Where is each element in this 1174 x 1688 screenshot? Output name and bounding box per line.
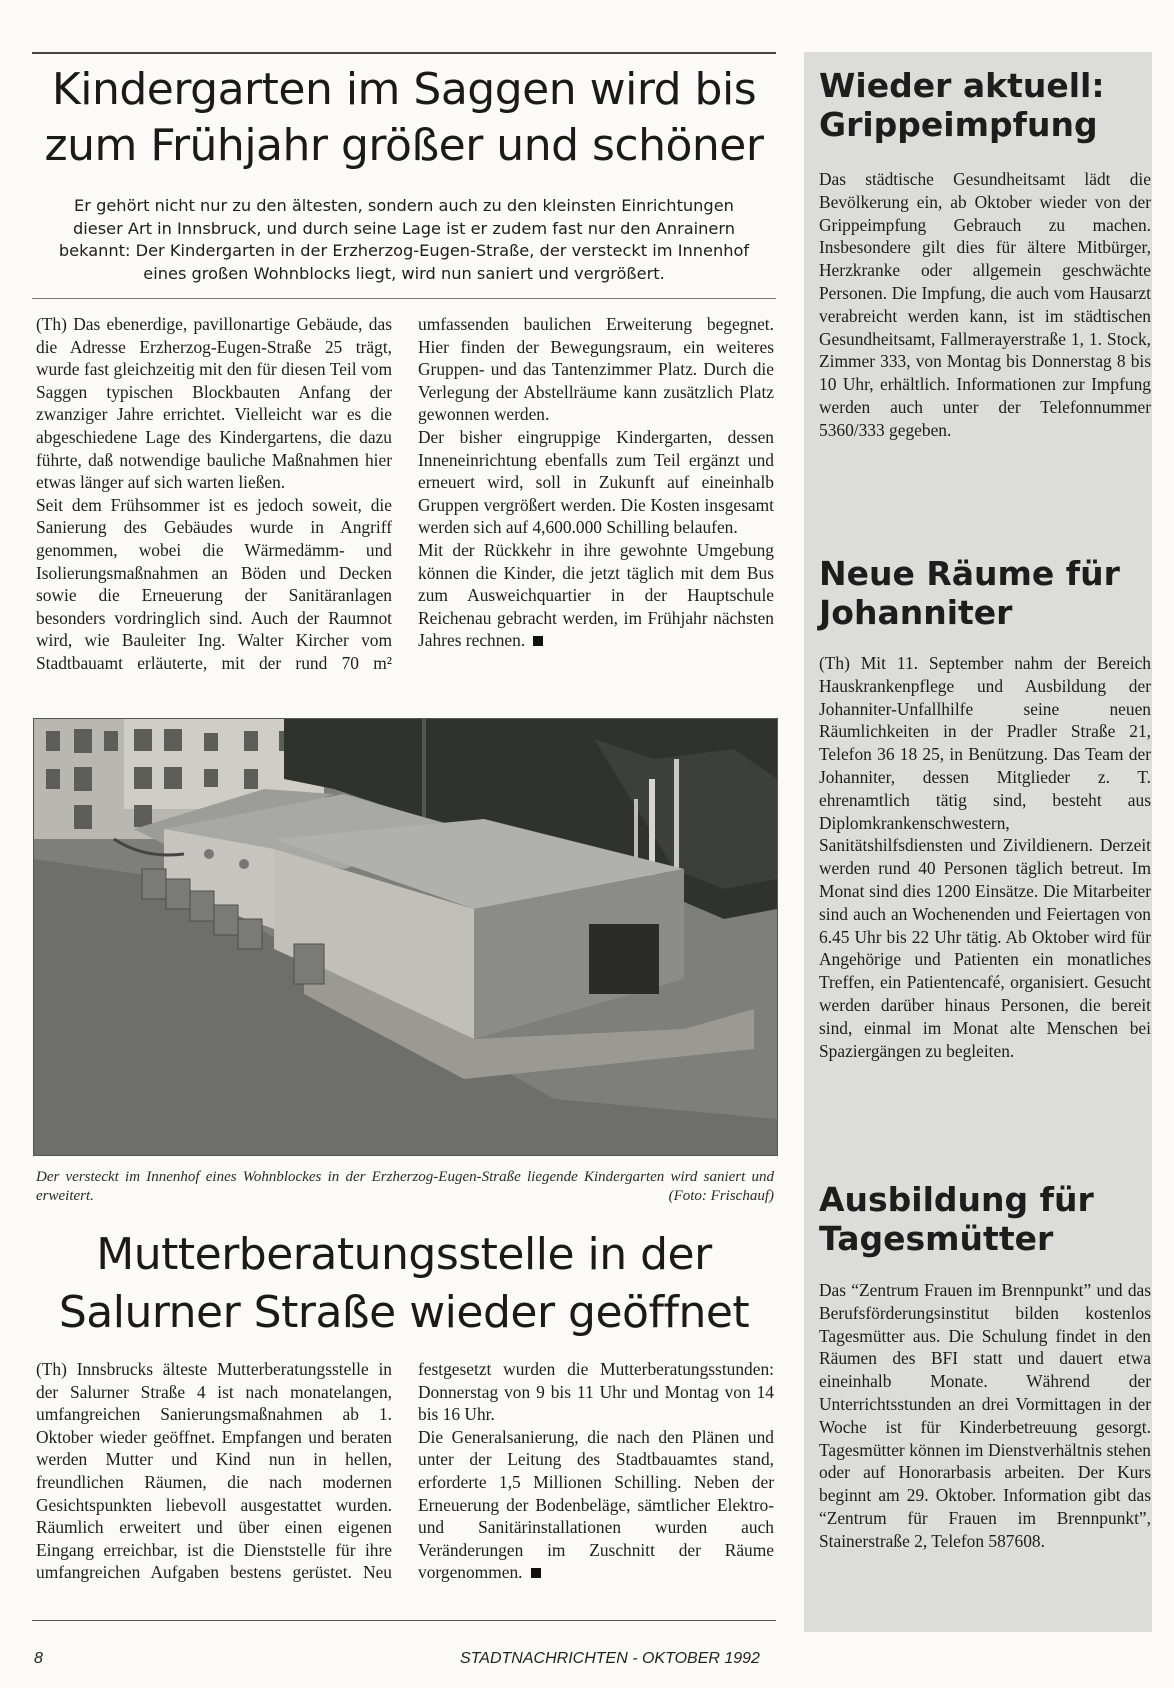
sidebar-text-johanniter: (Th) Mit 11. September nahm der Bereich Hauskrankenpflege und Ausbildung der Johanniter-Unfallhilfe seine neuen Räumlichkeiten in der Pradler Straße 21, Telefon 36 18 25, in Benützung. Das Team der Johanniter, dessen Mitglieder z. T. ehrenamtlich tätig sind, besteht aus Diplomkrankenschwestern, Sanitätshilfsdiensten und Zivildienern. Derzeit werden rund 40 Personen täglich betreut. Im Monat sind dies 1200 Einsätze. Die Mitarbeiter sind auch an Wochenenden und Feiertagen von 6.45 Uhr bis 22 Uhr tätig. Ab Oktober wird für Angehörige und Patienten ein monatliches Treffen, ein Patientencafé, organisiert. Gesucht werden darüber hinaus Personen, die bereit sind, einmal im Monat alte Menschen bei Spaziergängen zu begleiten. [819,653,1151,1061]
title-line: Kindergarten im Saggen wird bis [51,64,757,115]
bottom-rule [32,1620,776,1621]
article-kindergarten-body [36,313,774,718]
paragraph: (Th) Das ebenerdige, pavillonartige Gebäude, das die Adresse Erzherzog-Eugen-Straße 25 trägt, wurde fast gleichzeitig mit den für diesen Teil vom Saggen typischen Blockbauten Anfang der zwanziger Jahre errichtet. Vielleicht war es die abgeschiedene Lage des Kindergartens, die dazu führte, daß notwendige bauliche Maßnahmen hier etwas länger auf sich warten ließen. [36,314,392,493]
photo-credit: (Foto: Frischauf) [668,1188,774,1204]
kindergarten-photo-drawing [34,719,777,1155]
article-kindergarten-lead: Er gehört nicht nur zu den ältesten, sondern auch zu den kleinsten Einrichtungen dieser Art in Innsbruck, und durch seine Lage ist er zudem fast nur den Anrainern bekannt: Der Kindergarten in der Erzherzog-Eugen-Straße, der versteckt im Innenhof eines großen Wohnblocks liegt, wird nun saniert und vergrößert. [58,196,750,283]
title-line: Neue Räume für [819,554,1120,593]
top-rule [32,52,776,54]
title-line: Salurner Straße wieder geöffnet [58,1287,750,1338]
article-kindergarten-title [28,62,780,174]
title-line: Ausbildung für [819,1180,1094,1219]
sidebar-text-grippeimpfung: Das städtische Gesundheitsamt lädt die Bevölkerung ein, ab Oktober wieder von der Grippeimpfung Gebrauch zu machen. Insbesondere gilt dies für ältere Mitbürger, Herzkranke oder allgemein geschwächte Personen. Die Impfung, die auch vom Hausarzt verabreicht werden kann, ist im städtischen Gesundheitsamt, Fallmerayerstraße 1, 1. Stock, Zimmer 333, von Montag bis Donnerstag 8 bis 10 Uhr, erhältlich. Informationen zur Impfung werden auch unter der Telefonnummer 5360/333 gegeben. [819,169,1151,440]
title-line: Wieder aktuell: [819,66,1105,105]
sidebar-title-grippeimpfung [819,66,1149,144]
end-mark-icon [533,636,543,646]
paragraph-last [418,539,774,652]
paragraph: (Th) Innsbrucks älteste Mutterberatungsstelle in der Salurner Straße 4 ist nach monatelangen, umfangreichen Sanierungsmaßnahmen ab 1. Oktober wieder geöffnet. Empfangen und beraten werden Mutter und Kind nun in hellen, freundlichen Räumen, die nach modernen Gesichtspunkten liebevoll ausgestattet wurden. Räumlich erweitert und über einen eigenen Eingang erreichbar, ist die Dienststelle für ihre umfangreichen Aufgaben bestens gerüstet. Neu festgesetzt wurden die Mutterberatungsstunden: Donnerstag von 9 bis 11 Uhr und Montag von 14 bis 16 Uhr. [36,1359,774,1583]
article-mutterberatung-title [28,1226,780,1342]
end-mark-icon [531,1568,541,1578]
title-line: Johanniter [819,593,1013,632]
sidebar-title-tagesmuetter [819,1180,1149,1258]
caption-text: Der versteckt im Innenhof eines Wohnblockes in der Erzherzog-Eugen-Straße liegende Kindergarten wird saniert und erweitert. [36,1169,774,1204]
sidebar-text-tagesmuetter: Das “Zentrum Frauen im Brennpunkt” und das Berufsförderungsinstitut bilden kostenlos Tagesmütter aus. Die Schulung findet in den Räumen des BFI statt und dauert etwa eineinhalb Monate. Während der Unterrichtsstunden an drei Vormittagen in der Woche ist für Kinderbetreuung gesorgt. Tagesmütter können im Dienstverhältnis stehen oder auf Honorarbasis arbeiten. Der Kurs beginnt am 29. Oktober. Information gibt das “Zentrum für Frauen im Brennpunkt”, Stainerstraße 2, Telefon 587608. [819,1280,1151,1551]
paragraph: Seit dem Frühsommer ist es jedoch soweit, die Sanierung des Gebäudes wurde in Angriff genommen, wobei die Wärmedämm- und Isolierungsmaßnahmen an Böden und Decken sowie die Erneuerung der Sanitäranlagen besonders vordringlich sind. Auch der Raumnot wird, wie Bauleiter Ing. Walter Kircher vom Stadtbauamt erläuterte, mit der rund 70 m² umfassenden baulichen Erweiterung begegnet. Hier finden der Bewegungsraum, ein weiteres Gruppen- und das Tantenzimmer Platz. Durch die Verlegung der Abstellräume kann zusätzlich Platz gewonnen werden. [36,314,774,673]
lead-rule [32,298,776,299]
title-line: zum Frühjahr größer und schöner [44,120,764,171]
kindergarten-photo [33,718,778,1156]
page-number: 8 [34,1650,43,1667]
paragraph-text: Die Generalsanierung, die nach den Plänen und unter der Leitung des Stadtbauamtes stand, erforderte 1,5 Millionen Schilling. Neben der Erneuerung der Bodenbeläge, sämtlicher Elektro- und Sanitärinstallationen wurden auch Veränderungen im Zuschnitt der Räume vorgenommen. [418,1426,774,1583]
paragraph-last [418,1426,774,1584]
title-line: Grippeimpfung [819,105,1098,144]
paragraph: Der bisher eingruppige Kindergarten, dessen Inneneinrichtung ebenfalls zum Teil ergänzt und erneuert wird, soll in Zukunft auf eineinhalb Gruppen vergrößert werden. Die Kosten insgesamt werden sich auf 4,600.000 Schilling belaufen. [418,426,774,538]
paragraph-text: Mit der Rückkehr in ihre gewohnte Umgebung können die Kinder, die jetzt täglich mit dem Bus zum Ausweichquartier in der Hauptschule Reichenau gebracht werden, im Frühjahr nächsten Jahres rechnen. [418,539,774,651]
publication-footer: STADTNACHRICHTEN - OKTOBER 1992 [460,1650,760,1667]
photo-caption [36,1168,774,1206]
sidebar-title-johanniter [819,554,1149,632]
article-mutterberatung-body [36,1358,774,1618]
title-line: Tagesmütter [819,1219,1054,1258]
title-line: Mutterberatungsstelle in der [96,1229,712,1280]
